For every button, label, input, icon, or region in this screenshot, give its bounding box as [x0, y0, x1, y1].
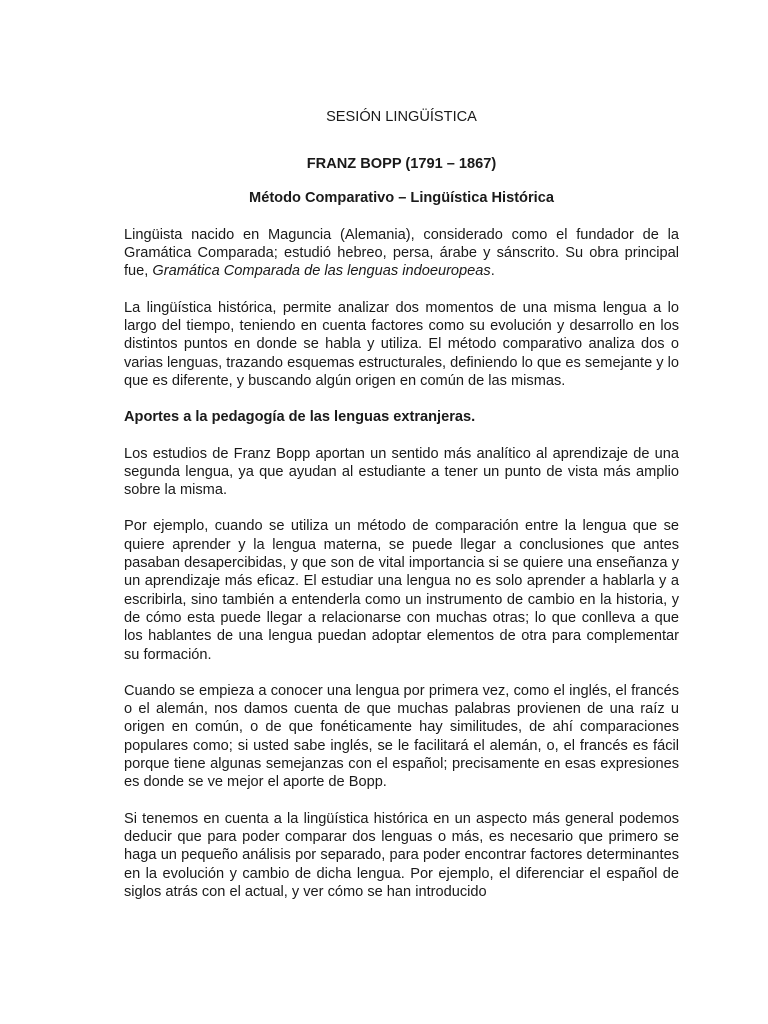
document-subtitle: FRANZ BOPP (1791 – 1867): [306, 156, 497, 173]
intro-text: Lingüista nacido en Maguncia (Alemania), considerado como el fundador de la Gramática Comparada; estudió hebreo, persa, árabe y sánscrito. Su obra principal fue,: [124, 226, 679, 280]
section-heading-pedagogy: Aportes a la pedagogía de las lenguas extranjeras.: [124, 409, 476, 426]
document-body: [124, 108, 679, 901]
paragraph-historical-linguistics: La lingüística histórica, permite analizar dos momentos de una misma lengua a lo largo del tiempo, teniendo en cuenta factores como su evolución y desarrollo en los distintos puntos en donde se habla y utiliza. El método comparativo analiza dos o varias lenguas, trazando esquemas estructurales, definiendo lo que es semejante y lo que es diferente, y buscando algún origen en común de las mismas.: [124, 299, 679, 389]
method-heading: Método Comparativo – Lingüística Histórica: [249, 189, 554, 206]
document-title: SESIÓN LINGÜÍSTICA: [326, 109, 477, 125]
paragraph-contributions: Los estudios de Franz Bopp aportan un sentido más analítico al aprendizaje de una segunda lengua, ya que ayudan al estudiante a tener un punto de vista más amplio sobre la misma.: [124, 445, 679, 499]
paragraph-language-learning: Cuando se empieza a conocer una lengua por primera vez, como el inglés, el francés o el alemán, nos damos cuenta de que muchas palabras provienen de una raíz u origen en común, o de que fonéticamente hay similitudes, de ahí comparaciones populares como; si usted sabe inglés, se le facilitará el alemán, o, el francés es fácil porque tiene algunas semejanzas con el español; precisamente en esas expresiones es donde se ve mejor el aporte de Bopp.: [124, 682, 679, 791]
intro-paragraph: [124, 226, 679, 281]
book-title: Gramática Comparada de las lenguas indoeuropeas: [152, 263, 491, 280]
intro-end: .: [490, 263, 495, 280]
paragraph-general-aspect: Si tenemos en cuenta a la lingüística histórica en un aspecto más general podemos deducir que para poder comparar dos lenguas o más, es necesario que primero se haga un pequeño análisis por separado, para poder encontrar factores determinantes en la evolución y cambio de dicha lengua. Por ejemplo, el diferenciar el español de siglos atrás con el actual, y ver cómo se han introducido: [124, 810, 679, 900]
paragraph-example: Por ejemplo, cuando se utiliza un método de comparación entre la lengua que se quiere aprender y la lengua materna, se puede llegar a conclusiones que antes pasaban desapercibidas, y que son de vital importancia si se quiere una enseñanza y un aprendizaje más eficaz. El estudiar una lengua no es solo aprender a hablarla y a escribirla, sino también a entenderla como un instrumento de cambio en la historia, y de cómo esta puede llegar a relacionarse con muchas otras; lo que conlleva a que los hablantes de una lengua puedan adoptar elementos de otra para complementar su formación.: [124, 518, 679, 663]
